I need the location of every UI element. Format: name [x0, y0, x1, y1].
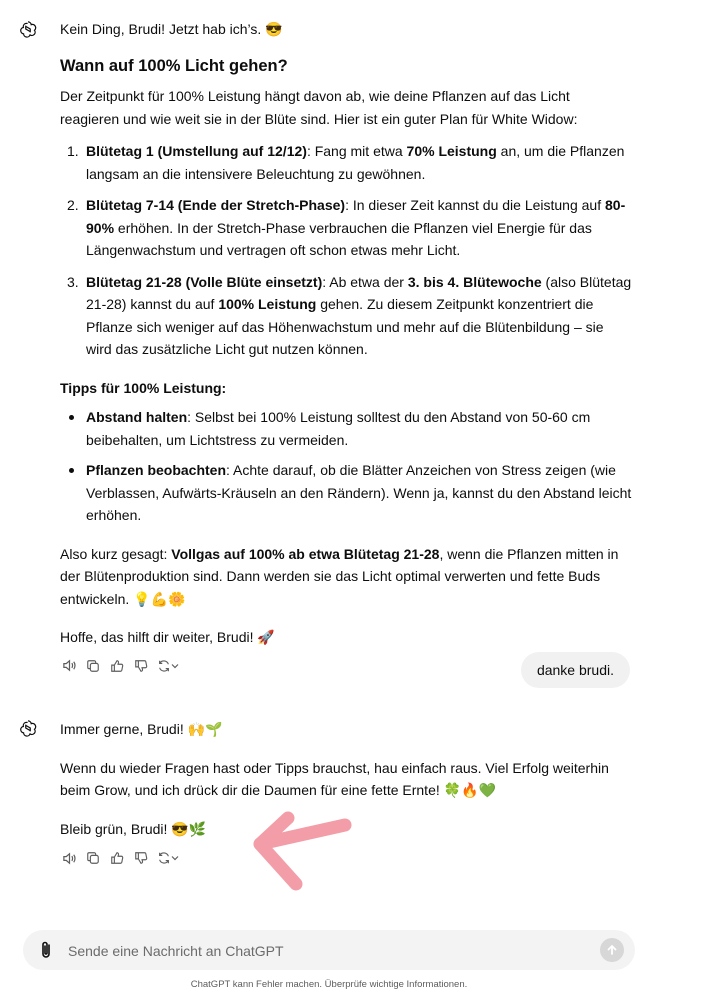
summary-text: , wenn die Pflanzen mitten in der Blütenproduktion sind. Dann werden sie das Licht optimal verwerten und fette Buds entwickeln. 💡💪🌼 [60, 545, 619, 607]
step-bold: 100% Leistung [218, 296, 317, 312]
tip-text: : Achte darauf, ob die Blätter Anzeichen von Stress zeigen (wie Verblassen, Aufwärts-Kräuseln an den Rändern). Wenn ja, kannst du den Abstand leicht erhöhen. [86, 462, 632, 523]
thumbs-down-icon [134, 851, 148, 865]
closing-text: Hoffe, das hilft dir weiter, Brudi! 🚀 [60, 629, 275, 645]
tip-item [60, 459, 632, 527]
regenerate-icon [157, 851, 171, 865]
section-heading: Wann auf 100% Licht gehen? [60, 56, 288, 75]
tips-title: Tipps für 100% Leistung: [60, 379, 227, 396]
tip-item [60, 406, 632, 451]
copy-button[interactable] [84, 849, 102, 867]
paperclip-icon [38, 940, 54, 960]
regenerate-icon [157, 659, 171, 673]
composer [23, 930, 635, 970]
thumbs-up-button[interactable] [108, 657, 126, 675]
tips-list [60, 406, 632, 527]
attach-button[interactable] [38, 940, 54, 963]
pink-arrow-annotation [240, 808, 360, 898]
reply-line-2: Wenn du wieder Fragen hast oder Tipps brauchst, hau einfach raus. Viel Erfolg weiterhin beim Grow, und ich drück dir die Daumen für eine fette Ernte! 🍀🔥💚 [60, 759, 609, 798]
tip-text: : Selbst bei 100% Leistung solltest du den Abstand von 50-60 cm beibehalten, um Lichtstress zu vermeiden. [86, 409, 591, 448]
speaker-icon [62, 658, 77, 673]
step-number: 1. [67, 143, 79, 159]
chevron-down-icon [171, 662, 179, 670]
regenerate-button[interactable] [156, 849, 180, 867]
step-text: (also Blütetag 21-28) kannst du auf [86, 273, 632, 312]
read-aloud-button[interactable] [60, 657, 78, 675]
chevron-down-icon [171, 854, 179, 862]
summary-paragraph [60, 543, 632, 611]
summary-bold: Vollgas auf 100% ab etwa Blütetag 21-28 [171, 545, 440, 562]
tip-title: Pflanzen beobachten [86, 462, 227, 478]
copy-icon [86, 659, 100, 673]
step-number: 3. [67, 273, 79, 290]
read-aloud-button[interactable] [60, 849, 78, 867]
intro-text: Kein Ding, Brudi! Jetzt hab ich’s. 😎 [60, 21, 283, 37]
step-item [60, 140, 632, 185]
step-bold: 70% Leistung [406, 143, 497, 159]
summary-prefix: Also kurz gesagt: [60, 545, 172, 562]
bullet [69, 468, 74, 473]
step-text: gehen. Zu diesem Zeitpunkt konzentriert die Pflanze sich weniger auf das Höhenwachstum und mehr auf die Blütenbildung – sie wird das zusätzliche Licht gut nutzen können. [86, 296, 604, 357]
step-bold: 80-90% [86, 197, 626, 236]
thumbs-up-button[interactable] [108, 849, 126, 867]
step-bold: 3. bis 4. Blütewoche [407, 273, 542, 290]
tip-title: Abstand halten [86, 409, 188, 425]
step-title: Blütetag 1 (Umstellung auf 12/12) [86, 143, 307, 159]
step-text: an, um die Pflanzen langsam an die intensivere Beleuchtung zu gewöhnen. [86, 143, 625, 182]
thumbs-down-icon [134, 659, 148, 673]
speaker-icon [62, 851, 77, 866]
thumbs-up-icon [110, 851, 124, 865]
reply-line-3: Bleib grün, Brudi! 😎🌿 [60, 820, 207, 837]
regenerate-button[interactable] [156, 657, 180, 675]
send-button[interactable] [600, 938, 624, 962]
paragraph-plan: Der Zeitpunkt für 100% Leistung hängt davon ab, wie deine Pflanzen auf das Licht reagieren und wie weit sie in der Blüte sind. Hier ist ein guter Plan für White Widow: [60, 88, 578, 127]
step-item [60, 194, 632, 262]
step-title: Blütetag 7-14 (Ende der Stretch-Phase) [86, 197, 346, 213]
step-text: : Fang mit etwa [306, 143, 407, 159]
steps-list [60, 140, 632, 361]
copy-icon [86, 851, 100, 865]
step-item [60, 271, 632, 361]
step-text: : Ab etwa der [322, 273, 408, 290]
thumbs-down-button[interactable] [132, 849, 150, 867]
reply-line-1: Immer gerne, Brudi! 🙌🌱 [60, 721, 223, 737]
message-input[interactable] [66, 939, 590, 963]
step-text: erhöhen. In der Stretch-Phase verbrauchen die Pflanzen viel Energie für das Längenwachstum und vertragen oft schon etwas mehr Licht. [86, 219, 592, 258]
disclaimer-footer: ChatGPT kann Fehler machen. Überprüfe wichtige Informationen. [190, 979, 468, 990]
step-number: 2. [67, 197, 79, 213]
openai-logo-icon [19, 719, 37, 737]
step-text: : In dieser Zeit kannst du die Leistung auf [345, 197, 605, 213]
openai-logo-icon [19, 20, 37, 38]
step-title: Blütetag 21-28 (Volle Blüte einsetzt) [86, 273, 323, 290]
thumbs-up-icon [110, 659, 124, 673]
copy-button[interactable] [84, 657, 102, 675]
send-arrow-icon [606, 944, 618, 956]
thumbs-down-button[interactable] [132, 657, 150, 675]
bullet [69, 415, 74, 420]
user-message-bubble: danke brudi. [521, 652, 630, 688]
